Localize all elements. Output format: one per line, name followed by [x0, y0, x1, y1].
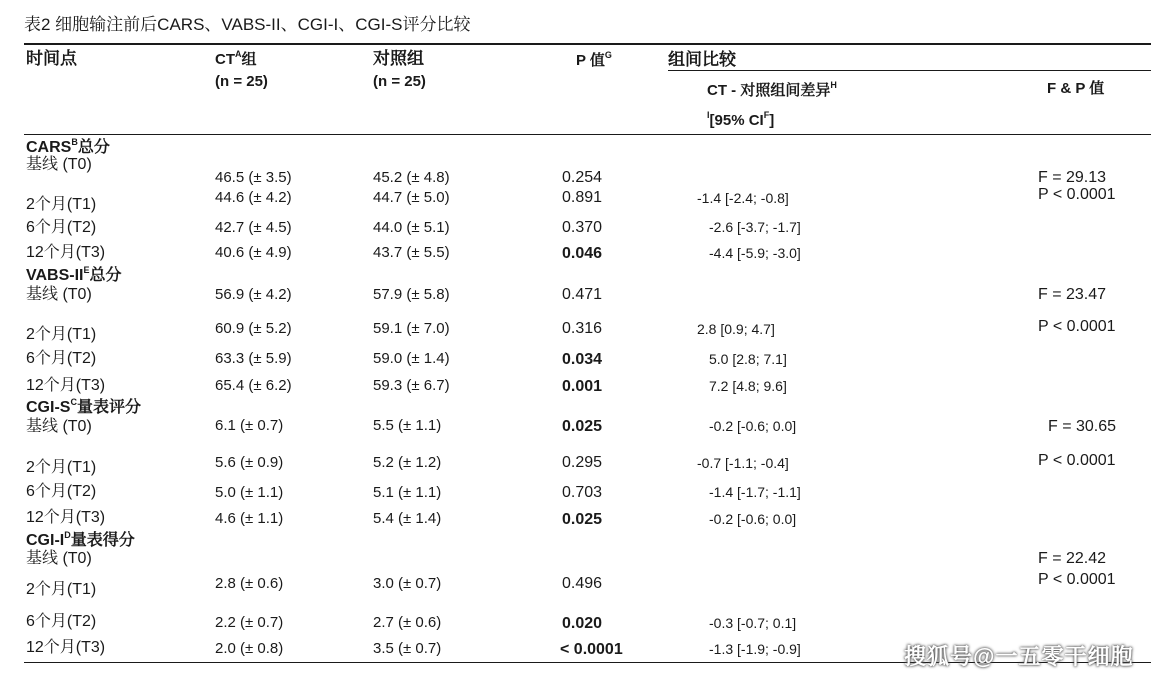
p-value: 0.025 — [562, 418, 603, 435]
f-value: F = 29.13 — [1038, 169, 1107, 186]
group-diff: 2.8 [0.9; 4.7] — [697, 321, 775, 337]
ct-value: 63.3 (± 5.9) — [215, 350, 292, 367]
header-control-group: 对照组 — [373, 49, 424, 68]
p-value: 0.891 — [562, 189, 603, 206]
group-diff: -0.2 [-0.6; 0.0] — [709, 511, 797, 527]
p-value: 0.496 — [562, 575, 603, 592]
p-value: 0.370 — [562, 219, 603, 236]
timepoint-label: 6个月(T2) — [26, 483, 97, 500]
group-diff: -0.3 [-0.7; 0.1] — [709, 615, 797, 631]
timepoint-label: 12个月(T3) — [26, 244, 106, 261]
timepoint-label: 12个月(T3) — [26, 639, 106, 656]
p-overall: P < 0.0001 — [1038, 571, 1116, 588]
section-cgi-i: CGI-$I^D$量表得分 — [26, 530, 135, 549]
group-diff: -1.4 [-1.7; -1.1] — [709, 484, 801, 500]
control-value: 5.5 (± 1.1) — [373, 417, 442, 434]
group-diff: -0.2 [-0.6; 0.0] — [709, 418, 797, 434]
header-control-n: (n = 25) — [373, 73, 426, 90]
group-diff: 5.0 [2.8; 7.1] — [709, 351, 787, 367]
control-value: 5.4 (± 1.4) — [373, 510, 442, 527]
control-value: 57.9 (± 5.8) — [373, 286, 450, 303]
header-95-ci: $^I$[95% $CI^F$] — [707, 110, 775, 129]
ct-value: 2.0 (± 0.8) — [215, 640, 284, 657]
f-value: F = 30.65 — [1048, 418, 1117, 435]
ct-value: 46.5 (± 3.5) — [215, 169, 292, 186]
header-bottom-rule — [24, 134, 1151, 135]
header-p-value: P 值$^G$ — [576, 50, 612, 69]
ct-value: 4.6 (± 1.1) — [215, 510, 284, 527]
p-value: 0.471 — [562, 286, 603, 303]
p-value: 0.025 — [562, 511, 603, 528]
header-timepoint: 时间点 — [26, 49, 77, 68]
control-value: 3.5 (± 0.7) — [373, 640, 442, 657]
group-diff: -4.4 [-5.9; -3.0] — [709, 245, 801, 261]
watermark-text: 搜狐号@一五零干细胞 — [904, 644, 1134, 669]
group-diff: 7.2 [4.8; 9.6] — [709, 378, 787, 394]
timepoint-label: 6个月(T2) — [26, 350, 97, 367]
p-value: 0.001 — [562, 378, 603, 395]
f-value: F = 22.42 — [1038, 550, 1107, 567]
p-value: 0.703 — [562, 484, 603, 501]
section-cars: $CARS^B$总分 — [26, 137, 110, 156]
p-value: 0.316 — [562, 320, 603, 337]
p-value: 0.046 — [562, 245, 603, 262]
ct-value: 44.6 (± 4.2) — [215, 189, 292, 206]
control-value: 44.7 (± 5.0) — [373, 189, 450, 206]
header-ct-group: $CT^A$组 — [215, 49, 257, 68]
control-value: 45.2 (± 4.8) — [373, 169, 450, 186]
group-diff: -1.4 [-2.4; -0.8] — [697, 190, 789, 206]
control-value: 59.3 (± 6.7) — [373, 377, 450, 394]
p-overall: P < 0.0001 — [1038, 452, 1116, 469]
header-comparison-rule — [668, 70, 1151, 71]
section-cgi-s: CGI-$S^C$量表评分 — [26, 397, 141, 416]
ct-value: 65.4 (± 6.2) — [215, 377, 292, 394]
p-overall: P < 0.0001 — [1038, 318, 1116, 335]
timepoint-label: 基线 (T0) — [26, 418, 92, 435]
ct-value: 2.8 (± 0.6) — [215, 575, 284, 592]
control-value: 59.1 (± 7.0) — [373, 320, 450, 337]
timepoint-label: 基线 (T0) — [26, 286, 92, 303]
group-diff: -2.6 [-3.7; -1.7] — [709, 219, 801, 235]
control-value: 3.0 (± 0.7) — [373, 575, 442, 592]
control-value: 44.0 (± 5.1) — [373, 219, 450, 236]
ct-value: 40.6 (± 4.9) — [215, 244, 292, 261]
timepoint-label: 12个月(T3) — [26, 509, 106, 526]
section-vabs-ii: VABS-$II^E$总分 — [26, 265, 122, 284]
p-value: 0.295 — [562, 454, 603, 471]
p-value: 0.034 — [562, 351, 603, 368]
control-value: 43.7 (± 5.5) — [373, 244, 450, 261]
ct-value: 5.0 (± 1.1) — [215, 484, 284, 501]
timepoint-label: 6个月(T2) — [26, 219, 97, 236]
ct-value: 56.9 (± 4.2) — [215, 286, 292, 303]
timepoint-label: 基线 (T0) — [26, 156, 92, 173]
timepoint-label: 2个月(T1) — [26, 459, 97, 476]
timepoint-label: 2个月(T1) — [26, 581, 97, 598]
header-ct-vs-control-diff: CT - 对照组间差异$^H$ — [707, 80, 837, 99]
p-overall: P < 0.0001 — [1038, 186, 1116, 203]
ct-value: 5.6 (± 0.9) — [215, 454, 284, 471]
timepoint-label: 12个月(T3) — [26, 377, 106, 394]
header-group-comparison: 组间比较 — [668, 50, 736, 69]
control-value: 5.2 (± 1.2) — [373, 454, 442, 471]
ct-value: 2.2 (± 0.7) — [215, 614, 284, 631]
header-ct-n: (n = 25) — [215, 73, 268, 90]
control-value: 59.0 (± 1.4) — [373, 350, 450, 367]
p-value: 0.254 — [562, 169, 603, 186]
table-caption: 表2 细胞输注前后CARS、VABS-II、CGI-I、CGI-S评分比较 — [24, 15, 471, 34]
group-diff: -1.3 [-1.9; -0.9] — [709, 641, 801, 657]
header-f-and-p: F & P 值 — [1047, 80, 1105, 97]
f-value: F = 23.47 — [1038, 286, 1107, 303]
timepoint-label: 基线 (T0) — [26, 550, 92, 567]
control-value: 2.7 (± 0.6) — [373, 614, 442, 631]
p-value: < 0.0001 — [560, 641, 623, 658]
group-diff: -0.7 [-1.1; -0.4] — [697, 455, 789, 471]
timepoint-label: 6个月(T2) — [26, 613, 97, 630]
timepoint-label: 2个月(T1) — [26, 196, 97, 213]
ct-value: 6.1 (± 0.7) — [215, 417, 284, 434]
ct-value: 42.7 (± 4.5) — [215, 219, 292, 236]
p-value: 0.020 — [562, 615, 603, 632]
timepoint-label: 2个月(T1) — [26, 326, 97, 343]
ct-value: 60.9 (± 5.2) — [215, 320, 292, 337]
control-value: 5.1 (± 1.1) — [373, 484, 442, 501]
top-rule — [24, 43, 1151, 45]
